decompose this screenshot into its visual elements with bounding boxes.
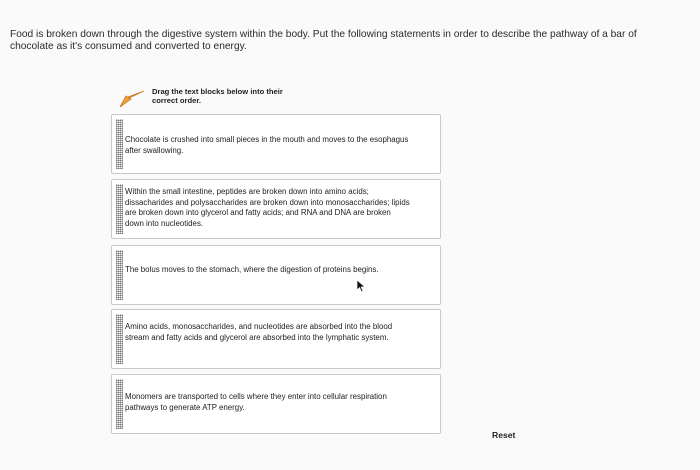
drag-handle-icon[interactable]	[116, 379, 123, 429]
drag-handle-icon[interactable]	[116, 184, 123, 234]
text-block-label: Chocolate is crushed into small pieces in the mouth and moves to the esophagus after swallowing.	[125, 135, 409, 155]
arrow-icon	[118, 88, 146, 110]
text-block-label: The bolus moves to the stomach, where the digestion of proteins begins.	[125, 265, 379, 274]
text-block-label: Amino acids, monosaccharides, and nucleotides are absorbed into the blood stream and fatty acids and glycerol are absorbed into the lymphatic system.	[125, 322, 393, 342]
text-block-1[interactable]	[111, 114, 441, 174]
text-block-2[interactable]	[111, 179, 441, 239]
question-text: Food is broken down through the digestive system within the body. Put the following statements in order to describe the pathway of a bar of chocolate as it's consumed and converted to energy.	[10, 29, 637, 52]
drag-handle-icon[interactable]	[116, 250, 123, 300]
text-block-label: Monomers are transported to cells where they enter into cellular respiration pathways to generate ATP energy.	[125, 392, 387, 412]
drag-instruction-label: Drag the text blocks below into their correct order.	[152, 87, 283, 105]
text-block-label: Within the small intestine, peptides are broken down into amino acids; dissacharides and polysaccharides are broken down into monosaccharides; lipids are broken down into glycerol and fatty acids; and RNA and DNA are broken down into nucleotides.	[125, 187, 410, 228]
drag-handle-icon[interactable]	[116, 119, 123, 169]
drag-instruction	[118, 86, 318, 112]
text-block-4[interactable]	[111, 309, 441, 369]
drag-handle-icon[interactable]	[116, 314, 123, 364]
text-block-5[interactable]	[111, 374, 441, 434]
text-block-3[interactable]	[111, 245, 441, 305]
mouse-pointer-icon	[356, 279, 368, 293]
reset-button[interactable]: Reset	[492, 430, 516, 440]
